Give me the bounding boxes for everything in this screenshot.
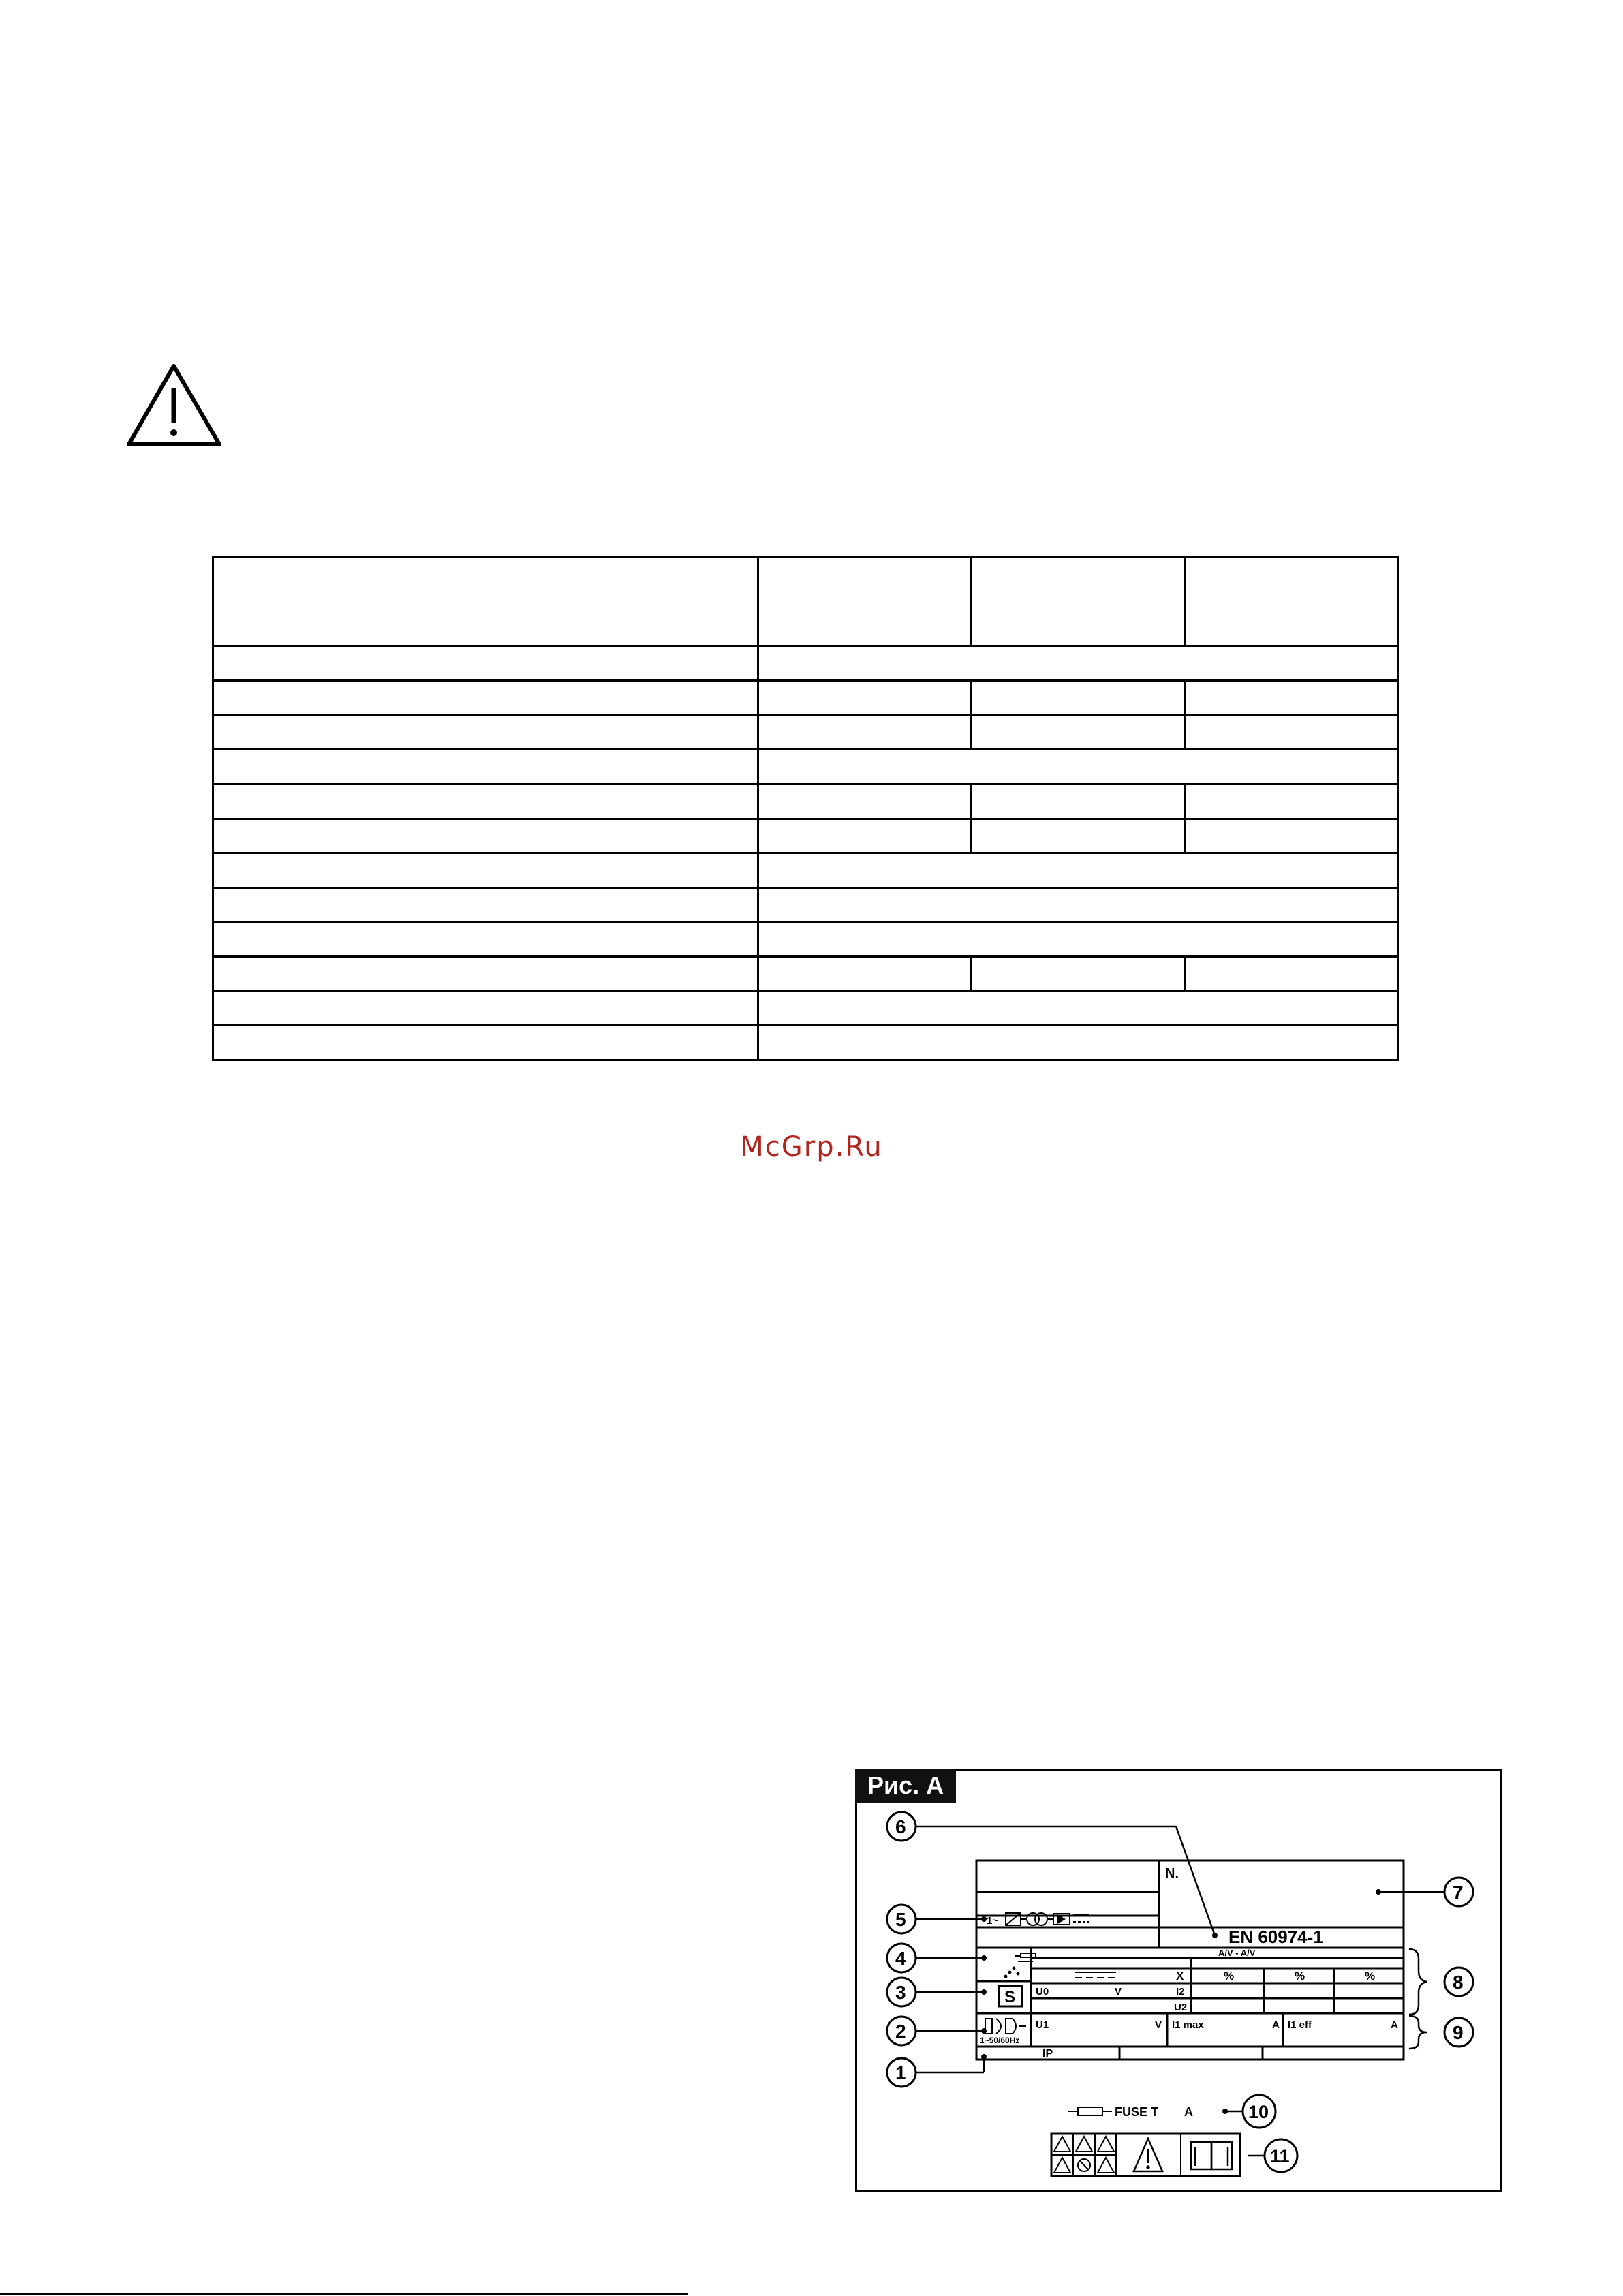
callout-4: 4 <box>895 1948 906 1969</box>
figure-title: Рис. A <box>855 1769 956 1803</box>
u1-label: U1 <box>1036 2019 1049 2031</box>
specifications-table <box>212 556 1399 1061</box>
duty-cycle-label: X <box>1176 1970 1184 1983</box>
u0-label: U0 <box>1036 1986 1049 1997</box>
standard-label: EN 60974-1 <box>1228 1927 1323 1947</box>
ip-label: IP <box>1042 2048 1053 2060</box>
dc-symbol-icon <box>1075 1972 1116 1978</box>
callout-5: 5 <box>895 1909 906 1930</box>
table-row <box>213 818 1398 853</box>
u1-unit: V <box>1155 2019 1162 2031</box>
pct-label-3: % <box>1365 1970 1376 1983</box>
table-row <box>213 957 1398 992</box>
table-row <box>213 750 1398 784</box>
callout-7: 7 <box>1453 1882 1464 1903</box>
serial-label: N. <box>1165 1866 1179 1881</box>
page-divider <box>0 2293 688 2295</box>
u2-label: U2 <box>1174 2002 1188 2013</box>
table-header-row <box>213 557 1398 647</box>
fuse-unit: A <box>1184 2105 1193 2119</box>
table-row <box>213 922 1398 957</box>
callout-11: 11 <box>1270 2146 1290 2167</box>
watermark: McGrp.Ru <box>740 1131 883 1163</box>
i1eff-label: I1 eff <box>1288 2019 1312 2031</box>
table-row <box>213 991 1398 1026</box>
warning-icon <box>1134 2139 1162 2171</box>
table-row <box>213 681 1398 716</box>
callout-10: 10 <box>1248 2102 1269 2122</box>
svg-text:1~: 1~ <box>987 1915 999 1927</box>
table-row <box>213 853 1398 888</box>
u0-unit: V <box>1115 1986 1122 1997</box>
table-row <box>213 646 1398 681</box>
callout-6: 6 <box>895 1816 906 1837</box>
table-row <box>213 715 1398 750</box>
i2-label: I2 <box>1176 1986 1185 1997</box>
callout-2: 2 <box>895 2021 906 2042</box>
callout-9: 9 <box>1453 2022 1464 2043</box>
fuse-icon <box>1068 2107 1112 2115</box>
rating-plate-figure <box>855 1769 1502 2192</box>
pct-label-1: % <box>1224 1970 1235 1983</box>
callout-3: 3 <box>895 1982 906 2003</box>
table-row <box>213 1026 1398 1060</box>
callout-8: 8 <box>1453 1972 1464 1993</box>
plug-symbol-icon <box>985 2019 1026 2034</box>
frequency-label: 1~50/60Hz <box>980 2036 1020 2045</box>
current-voltage-header: A/V - A/V <box>1218 1948 1256 1958</box>
fuse-label: FUSE T <box>1115 2105 1159 2119</box>
i1max-unit: A <box>1272 2019 1280 2031</box>
callout-1: 1 <box>895 2062 906 2083</box>
pct-label-2: % <box>1295 1970 1305 1983</box>
s-mark: S <box>1004 1988 1016 2006</box>
i1max-label: I1 max <box>1172 2019 1204 2031</box>
i1eff-unit: A <box>1391 2019 1398 2031</box>
table-row <box>213 887 1398 922</box>
manual-book-icon <box>1191 2142 1232 2169</box>
table-row <box>213 784 1398 819</box>
warning-icon <box>125 362 223 448</box>
